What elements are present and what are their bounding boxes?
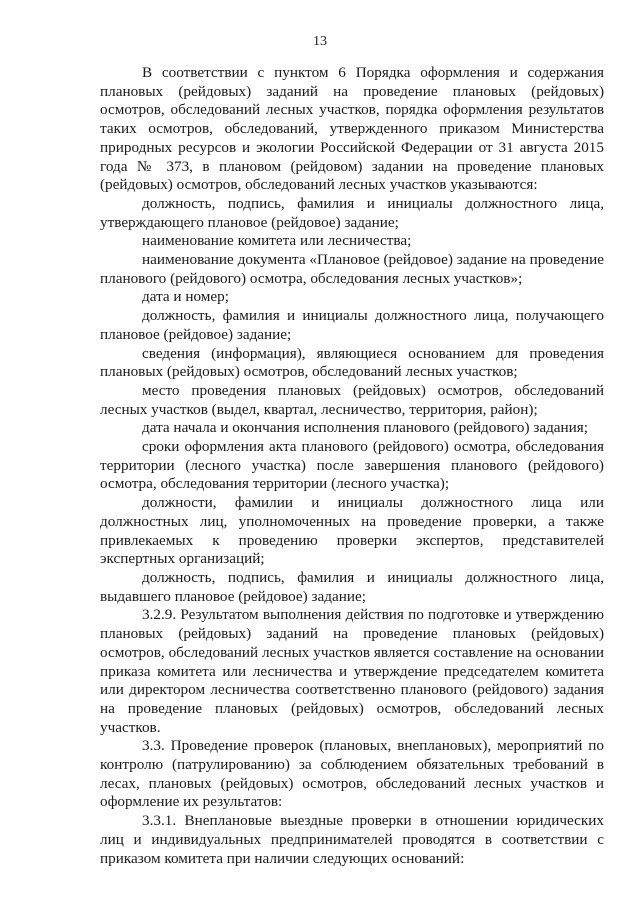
list-item: дата начала и окончания исполнения планового (рейдового) задания; bbox=[142, 419, 589, 437]
list-item: сроки оформления акта планового (рейдового) осмотра, обследования территории (лесного участка) после завершения планового (рейдового) осмотра, обследования территории (лесного участка); bbox=[100, 438, 604, 493]
list-item: наименование комитета или лесничества; bbox=[142, 232, 412, 250]
list-item: сведения (информация), являющиеся основанием для проведения плановых (рейдовых) осмотров, обследований лесных участков; bbox=[100, 344, 604, 381]
list-item: дата и номер; bbox=[142, 288, 229, 306]
list-item: место проведения плановых (рейдовых) осмотров, обследований лесных участков (выдел, квартал, лесничество, территория, район); bbox=[100, 381, 604, 418]
list-item: должность, фамилия и инициалы должностного лица, получающего плановое (рейдовое) задание; bbox=[100, 307, 604, 343]
paragraph: 3.3. Проведение проверок (плановых, внеплановых), мероприятий по контролю (патрулированию) за соблюдением обязательных требований в лесах, плановых (рейдовых) осмотров, обследований лесных участков и оформление их результатов: bbox=[100, 737, 604, 811]
list-item: должность, подпись, фамилия и инициалы должностного лица, утверждающего плановое (рейдовое) задание; bbox=[100, 194, 604, 231]
paragraph: 3.3.1. Внеплановые выездные проверки в отношении юридических лиц и индивидуальных предпринимателей проводятся в соответствии с приказом комитета при наличии следующих оснований: bbox=[100, 812, 604, 867]
paragraph: В соответствии с пунктом 6 Порядка оформления и содержания плановых (рейдовых) заданий на проведение плановых (рейдовых) осмотров, обследований лесных участков, порядка оформления результатов таких осмотров, обследований, утвержденного приказом Министерства природных ресурсов и экологии Российской Федерации от 31 августа 2015 года № 373, в плановом (рейдовом) задании на проведение плановых (рейдовых) осмотров, обследований лесных участков указываются: bbox=[100, 64, 604, 194]
body-text bbox=[100, 64, 604, 868]
list-item: наименование документа «Плановое (рейдовое) задание на проведение планового (рейдового) осмотра, обследования лесных участков»; bbox=[100, 251, 604, 287]
list-item: должность, подпись, фамилия и инициалы должностного лица, выдавшего плановое (рейдовое) задание; bbox=[100, 568, 604, 605]
list-item: должности, фамилии и инициалы должностного лица или должностных лиц, уполномоченных на проведение проверки, а также привлекаемых к проведению проверки экспертов, представителей экспертных организаций; bbox=[100, 494, 604, 568]
paragraph: 3.2.9. Результатом выполнения действия по подготовке и утверждению плановых (рейдовых) заданий на проведение плановых (рейдовых) осмотров, обследований лесных участков является составление на основании приказа комитета или лесничества и утверждение председателем комитета или директором лесничества соответственно планового (рейдового) задания на проведение плановых (рейдовых) осмотров, обследований лесных участков. bbox=[100, 606, 604, 736]
page-number: 13 bbox=[313, 34, 327, 49]
